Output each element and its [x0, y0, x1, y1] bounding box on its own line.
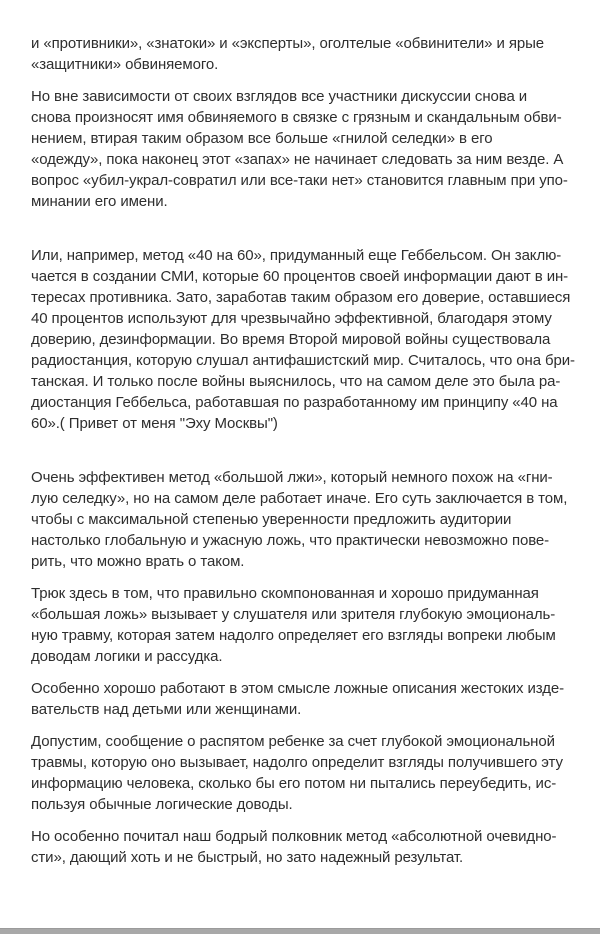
paragraph: [31, 731, 580, 815]
text-line: вопрос «убил-украл-совратил или все-таки нет» становится главным при упо-: [31, 172, 568, 189]
text-line: вательств над детьми или женщинами.: [31, 701, 302, 718]
text-line: минании его имени.: [31, 193, 168, 210]
text-line: «большая ложь» вызывает у слушателя или зрителя глубокую эмоциональ-: [31, 606, 556, 623]
text-line: пользуя обычные логические доводы.: [31, 796, 293, 813]
document-body: [31, 33, 580, 879]
text-line: лую селедку», но на самом деле работает иначе. Его суть заключается в том,: [31, 490, 568, 507]
text-line: рить, что можно врать о таком.: [31, 553, 245, 570]
text-line: нением, втирая таким образом все больше «гнилой селедки» в его: [31, 130, 493, 147]
text-line: 40 процентов используют для чрезвычайно эффективной, благодаря этому: [31, 310, 552, 327]
paragraph: [31, 583, 580, 667]
text-line: снова произносят имя обвиняемого в связке с грязным и скандальным обви-: [31, 109, 562, 126]
text-line: Особенно хорошо работают в этом смысле ложные описания жестоких изде-: [31, 680, 565, 697]
text-line: чается в создании СМИ, которые 60 процентов своей информации дают в ин-: [31, 268, 569, 285]
text-line: и «противники», «знатоки» и «эксперты», оголтелые «обвинители» и ярые: [31, 35, 545, 52]
text-line: доводам логики и рассудка.: [31, 648, 223, 665]
text-line: Но особенно почитал наш бодрый полковник метод «абсолютной очевидно-: [31, 828, 557, 845]
paragraph: [31, 33, 580, 75]
text-line: «защитники» обвиняемого.: [31, 56, 219, 73]
text-line: информацию человека, сколько бы его потом ни пытались переубедить, ис-: [31, 775, 557, 792]
text-line: диостанция Геббельса, работавшая по разработанному им принципу «40 на: [31, 394, 558, 411]
paragraph: [31, 86, 580, 212]
text-line: «одежду», пока наконец этот «запах» не начинает следовать за ним везде. А: [31, 151, 564, 168]
page-bottom-divider: [0, 928, 600, 934]
text-line: чтобы с максимальной степенью уверенности предложить аудитории: [31, 511, 512, 528]
text-line: травмы, которую оно вызывает, надолго определит взгляды получившего эту: [31, 754, 563, 771]
text-line: Допустим, сообщение о распятом ребенке за счет глубокой эмоциональной: [31, 733, 555, 750]
text-line: Очень эффективен метод «большой лжи», который немного похож на «гни-: [31, 469, 553, 486]
paragraph: [31, 826, 580, 868]
text-line: радиостанция, которую слушал антифашистский мир. Считалось, что она бри-: [31, 352, 575, 369]
text-line: танская. И только после войны выяснилось, что на самом деле это была ра-: [31, 373, 561, 390]
text-line: Но вне зависимости от своих взглядов все участники дискуссии снова и: [31, 88, 528, 105]
text-line: ную травму, которая затем надолго определяет его взгляды вопреки любым: [31, 627, 556, 644]
paragraph: [31, 467, 580, 572]
text-line: 60».( Привет от меня "Эху Москвы"): [31, 415, 278, 432]
text-line: доверию, дезинформации. Во время Второй мировой войны существовала: [31, 331, 551, 348]
text-line: тересах противника. Зато, заработав таким образом его доверие, оставшиеся: [31, 289, 571, 306]
text-line: Трюк здесь в том, что правильно скомпонованная и хорошо придуманная: [31, 585, 539, 602]
text-line: сти», дающий хоть и не быстрый, но зато надежный результат.: [31, 849, 464, 866]
paragraph: [31, 678, 580, 720]
text-line: настолько глобальную и ужасную ложь, что практически невозможно пове-: [31, 532, 550, 549]
paragraph: [31, 245, 580, 434]
text-line: Или, например, метод «40 на 60», придуманный еще Геббельсом. Он заклю-: [31, 247, 562, 264]
